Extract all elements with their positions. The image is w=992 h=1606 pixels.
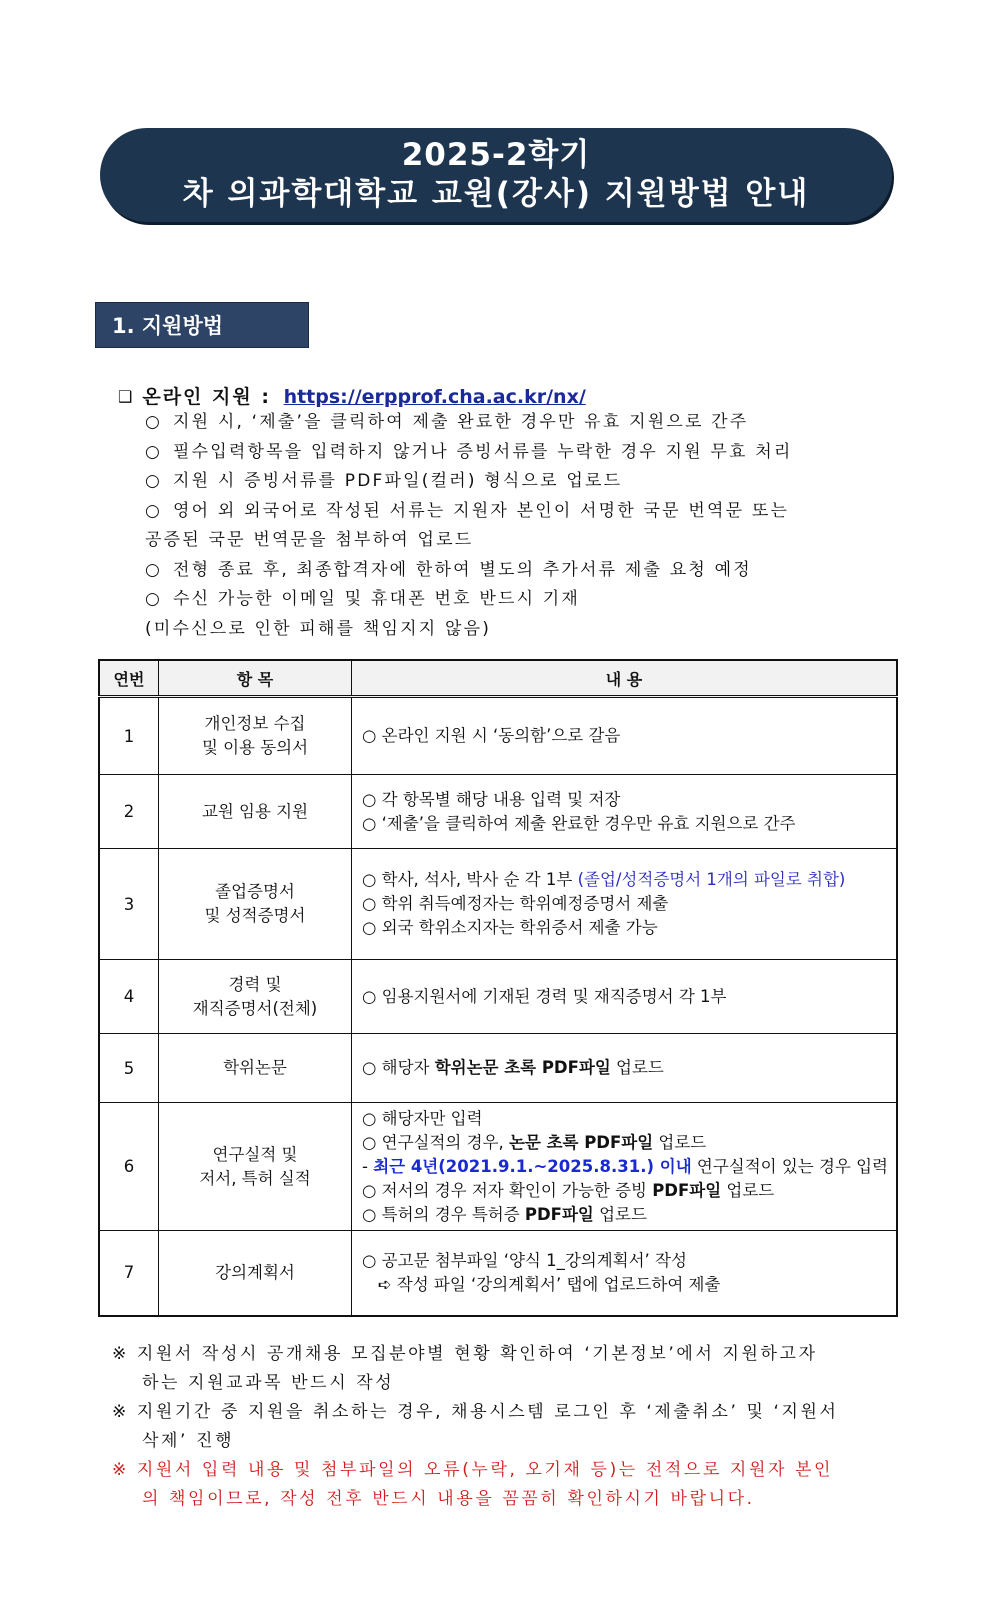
table-row <box>99 849 897 960</box>
notes-section <box>112 1340 902 1514</box>
row-number: 4 <box>99 960 159 1034</box>
online-apply-line <box>118 382 586 409</box>
row-content: ○ 각 항목별 해당 내용 입력 및 저장 ○ ‘제출’을 클릭하여 제출 완료한 경우만 유효 지원으로 간주 <box>352 775 898 849</box>
col-header-number: 연번 <box>99 660 159 697</box>
list-item-continuation: 공증된 국문 번역문을 첨부하여 업로드 <box>145 530 474 550</box>
table-header-row <box>99 660 897 697</box>
row-item: 경력 및 재직증명서(전체) <box>159 960 352 1034</box>
list-item: ○ 지원 시 증빙서류를 PDF파일(컬러) 형식으로 업로드 <box>145 467 905 497</box>
row-item: 개인정보 수집 및 이용 동의서 <box>159 697 352 775</box>
square-bullet-icon: ❑ <box>118 387 135 406</box>
row-content: ○ 공고문 첨부파일 ‘양식 1_강의계획서’ 작성 ➪ 작성 파일 ‘강의계획서’ 탭에 업로드하여 제출 <box>352 1231 898 1316</box>
row-number: 2 <box>99 775 159 849</box>
row-item: 교원 임용 지원 <box>159 775 352 849</box>
instruction-list <box>145 408 905 644</box>
table-row <box>99 1231 897 1316</box>
row-number: 1 <box>99 697 159 775</box>
row-item: 학위논문 <box>159 1034 352 1103</box>
circle-bullet-icon: ○ <box>145 441 163 462</box>
row-content: ○ 온라인 지원 시 ‘동의함’으로 갈음 <box>352 697 898 775</box>
warning-note: ※ 지원서 입력 내용 및 첨부파일의 오류(누락, 오기재 등)는 전적으로 지원자 본인 의 책임이므로, 작성 전후 반드시 내용을 꼼꼼히 확인하시기 바랍니다. <box>112 1460 834 1509</box>
note-item: ※ 지원서 작성시 공개채용 모집분야별 현황 확인하여 ‘기본정보’에서 지원하고자 하는 지원교과목 반드시 작성 <box>112 1344 818 1393</box>
table-row <box>99 697 897 775</box>
circle-bullet-icon: ○ <box>145 471 163 491</box>
circle-bullet-icon: ○ <box>145 559 163 580</box>
online-apply-label: 온라인 지원 : <box>142 386 271 408</box>
table-row <box>99 775 897 849</box>
documents-table <box>98 659 898 1317</box>
row-number: 7 <box>99 1231 159 1316</box>
section-heading: 1. 지원방법 <box>95 302 309 348</box>
apply-url-link[interactable]: https://erpprof.cha.ac.kr/nx/ <box>283 386 586 408</box>
row-content: ○ 해당자 학위논문 초록 PDF파일 업로드 <box>352 1034 898 1103</box>
list-item: ○ 수신 가능한 이메일 및 휴대폰 번호 반드시 기재 <box>145 585 905 615</box>
circle-bullet-icon: ○ <box>145 412 163 432</box>
list-item: ○ 필수입력항목을 입력하지 않거나 증빙서류를 누락한 경우 지원 무효 처리 <box>145 438 905 468</box>
table-row <box>99 1034 897 1103</box>
note-item: ※ 지원기간 중 지원을 취소하는 경우, 채용시스템 로그인 후 ‘제출취소’ 및 ‘지원서 삭제’ 진행 <box>112 1402 839 1451</box>
col-header-item: 항 목 <box>159 660 352 697</box>
circle-bullet-icon: ○ <box>145 589 163 609</box>
title-line-2: 차 의과학대학교 교원(강사) 지원방법 안내 <box>182 176 810 212</box>
row-item: 졸업증명서 및 성적증명서 <box>159 849 352 960</box>
row-content: ○ 임용지원서에 기재된 경력 및 재직증명서 각 1부 <box>352 960 898 1034</box>
list-item: ○ 전형 종료 후, 최종합격자에 한하여 별도의 추가서류 제출 요청 예정 <box>145 556 905 586</box>
table-row <box>99 1103 897 1231</box>
list-item-continuation: (미수신으로 인한 피해를 책임지지 않음) <box>145 618 492 639</box>
row-item: 연구실적 및 저서, 특허 실적 <box>159 1103 352 1231</box>
row-number: 6 <box>99 1103 159 1231</box>
title-line-1: 2025-2학기 <box>401 137 591 173</box>
circle-bullet-icon: ○ <box>145 500 163 521</box>
title-banner <box>100 128 892 222</box>
list-item: ○ 지원 시, ‘제출’을 클릭하여 제출 완료한 경우만 유효 지원으로 간주 <box>145 408 905 438</box>
row-content: ○ 학사, 석사, 박사 순 각 1부 (졸업/성적증명서 1개의 파일로 취합) ○ 학위 취득예정자는 학위예정증명서 제출 ○ 외국 학위소지자는 학위증서 제출 가능 <box>352 849 898 960</box>
table-row <box>99 960 897 1034</box>
list-item: ○ 영어 외 외국어로 작성된 서류는 지원자 본인이 서명한 국문 번역문 또는 <box>145 497 905 527</box>
row-content: ○ 해당자만 입력 ○ 연구실적의 경우, 논문 초록 PDF파일 업로드 - 최근 4년(2021.9.1.~2025.8.31.) 이내 연구실적이 있는 경우 입력 ○ 저서의 경우 저자 확인이 가능한 증빙 PDF파일 업로드 ○ 특허의 경우 특허증 PDF파일 업로드 <box>352 1103 898 1231</box>
row-number: 5 <box>99 1034 159 1103</box>
col-header-content: 내 용 <box>352 660 898 697</box>
row-number: 3 <box>99 849 159 960</box>
row-item: 강의계획서 <box>159 1231 352 1316</box>
